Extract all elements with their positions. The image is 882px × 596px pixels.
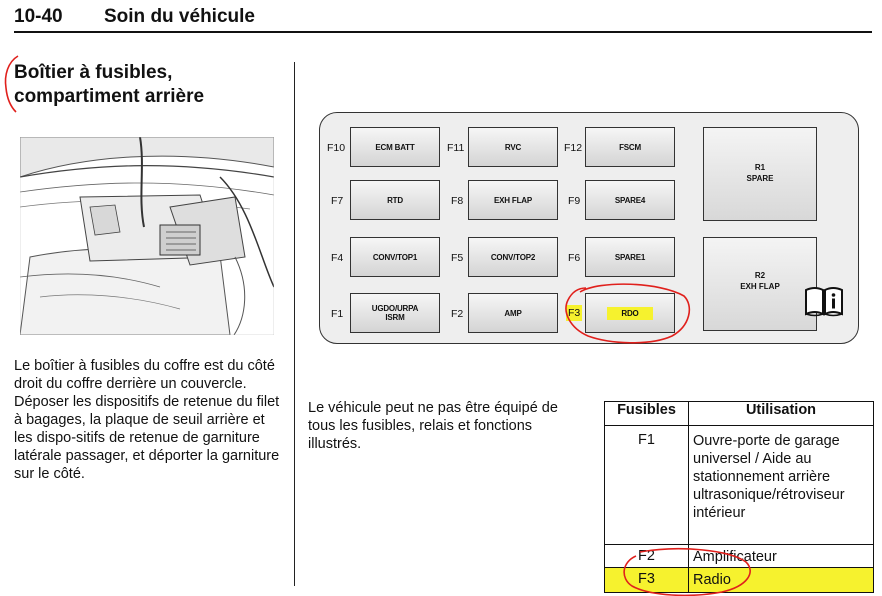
fuse-code: F2 [605, 545, 689, 568]
table-header-row [605, 402, 874, 426]
fuse-label-f8: F8 [451, 195, 464, 207]
fuse-f4 [350, 237, 440, 277]
fuse-label-f6: F6 [568, 252, 581, 264]
fuse-name-line1: UGDO/URPA [371, 304, 419, 313]
equipment-note-paragraph: Le véhicule peut ne pas être équipé de tous les fusibles, relais et fonctions illustrés. [308, 400, 558, 452]
fuse-f3 [585, 293, 675, 333]
fuse-label-f2: F2 [451, 308, 464, 320]
fuse-f10 [350, 127, 440, 167]
section-title-line1: Boîtier à fusibles, [14, 62, 173, 83]
trunk-location-paragraph: Le boîtier à fusibles du coffre est du côté droit du coffre derrière un couvercle. Déposer les dispositifs de retenue du filet à bagages, la plaque de seuil arrière et les dispo-sitifs de retenue de garniture latérale passager, et déporter la garniture sur le côté. [14, 358, 280, 482]
fuse-label-f9: F9 [568, 195, 581, 207]
fuse-label-f10: F10 [327, 142, 346, 154]
fuse-label-f7: F7 [331, 195, 344, 207]
table-row [605, 426, 874, 545]
fuse-usage: Amplificateur [689, 545, 874, 568]
table-row [605, 545, 874, 568]
fuse-name: CONV/TOP2 [490, 252, 536, 262]
fuse-name-line2: ISRM [385, 313, 405, 322]
fuse-name: AMP [504, 308, 522, 318]
relay-r1 [703, 127, 817, 221]
fuse-name: RTD [387, 195, 403, 205]
fuse-label-f1: F1 [331, 308, 344, 320]
section-title [14, 61, 284, 109]
fuse-f12 [585, 127, 675, 167]
fuse-label-f12: F12 [564, 142, 583, 154]
table-row [605, 568, 874, 593]
fuse-name: RVC [504, 142, 522, 152]
fuse-name: EXH FLAP [494, 195, 532, 205]
relay-name: EXH FLAP [740, 282, 780, 291]
fuse-name: CONV/TOP1 [372, 252, 418, 262]
relay-label: R2 [754, 271, 766, 280]
fuse-f2 [468, 293, 558, 333]
fuse-usage: Ouvre-porte de garage universel / Aide au stationnement arrière ultrasonique/rétroviseur intérieur [689, 426, 874, 545]
fuse-name: SPARE1 [614, 252, 646, 262]
fuse-f9 [585, 180, 675, 220]
fuse-code: F1 [605, 426, 689, 545]
column-divider [294, 62, 295, 586]
fuse-f5 [468, 237, 558, 277]
page-number: 10-40 [14, 6, 63, 27]
fuse-label-f5: F5 [451, 252, 464, 264]
fuse-f8 [468, 180, 558, 220]
fuse-name: FSCM [619, 142, 641, 152]
section-title-line2: compartiment arrière [14, 86, 205, 107]
header-rule [14, 31, 872, 33]
fuse-label-f3: F3 [568, 307, 581, 319]
trunk-illustration [20, 137, 274, 335]
fuse-name: RDO [607, 307, 652, 320]
relay-name: SPARE [746, 174, 774, 183]
fuse-f7 [350, 180, 440, 220]
fuse-label-f4: F4 [331, 252, 344, 264]
fuse-name: ECM BATT [375, 142, 415, 152]
fuse-code: F3 [605, 568, 689, 593]
header-fuses: Fusibles [605, 402, 689, 426]
fuse-usage: Radio [689, 568, 874, 593]
fuse-f1 [350, 293, 440, 333]
fuse-usage-table [604, 401, 874, 593]
relay-r2 [703, 237, 817, 331]
chapter-title: Soin du véhicule [104, 6, 255, 27]
fuse-f6 [585, 237, 675, 277]
fuse-box-diagram [319, 112, 859, 344]
fuse-name: SPARE4 [614, 195, 646, 205]
fuse-label-f11: F11 [447, 142, 465, 154]
owner-manual-info-icon [804, 284, 844, 318]
fuse-f11 [468, 127, 558, 167]
header-usage: Utilisation [689, 402, 874, 426]
relay-label: R1 [754, 163, 766, 172]
